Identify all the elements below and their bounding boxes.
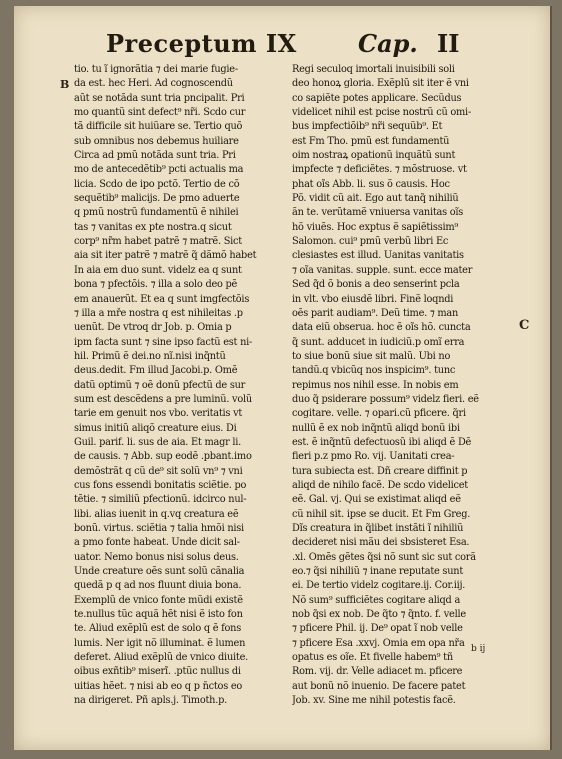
right-column-line: bus impfectiõib⁹ nr̃i sequũb⁹. Et xyxy=(292,121,443,133)
right-column-line: Job. xv. Sine me nihil potestis facẽ. xyxy=(292,695,456,707)
right-column-line: in vlt. vbo eiusdẽ libri. Finẽ loqndi xyxy=(292,293,454,305)
right-column-line: Salomon. cui⁹ pmũ verbũ libri Ec xyxy=(292,236,449,248)
left-column-line: de causis. ⁊ Abb. sup eodẽ .pbant.imo xyxy=(74,451,252,463)
left-column-line: demõstrãt q cũ de⁹ sit solũ vn⁹ ⁊ vni xyxy=(74,465,243,477)
left-column-line: tẽtie. ⁊ similiũ pfectionũ. idcirco nul- xyxy=(74,494,247,506)
right-column-line: deo honoꝝ gloria. Exẽplũ sit iter ẽ vni xyxy=(292,78,469,90)
right-column-line: Põ. vidit cũ ait. Ego aut tanq̃ nihiliũ xyxy=(292,193,459,205)
right-column-line: tandũ.q vbicũq nos inspicim⁹. tunc xyxy=(292,365,456,377)
right-column-line: aut bonũ nõ inuenio. De facere patet xyxy=(292,680,466,692)
running-head-chapter: Cap. xyxy=(358,29,418,58)
left-column-line: sum est descẽdens a pre luminũ. volũ xyxy=(74,393,252,405)
left-column-line: mo de antecedẽtib⁹ pcti actualis ma xyxy=(74,164,244,176)
left-column-line: tarie em genuit nos vbo. veritatis vt xyxy=(74,408,243,420)
right-column-line: aliqd de nihilo facẽ. De scdo videlicet xyxy=(292,479,468,491)
left-column-line: corp⁹ nr̃m habet patrẽ ⁊ matrẽ. Sict xyxy=(74,236,242,248)
left-column-line: a pmo fonte habeat. Unde dicit sal- xyxy=(74,537,240,549)
left-column-line: uator. Nemo bonus nisi solus deus. xyxy=(74,551,239,563)
left-column-line: te. Aliud exẽplũ est de solo q ẽ fons xyxy=(74,623,241,635)
text-column-left xyxy=(74,63,296,708)
running-head-title: Preceptum IX xyxy=(106,29,297,58)
left-column-line: sub omnibus nos debemus huiliare xyxy=(74,135,239,147)
margin-letter-right: C xyxy=(519,318,530,333)
left-column-line: licia. Scdo de ipo pctõ. Tertio de cõ xyxy=(74,178,240,190)
left-column-line: aũt se notãda sunt tria pncipalit. Pri xyxy=(74,92,245,104)
left-column-line: libi. alias iuenit in q.vq creatura eẽ xyxy=(74,508,239,520)
signature-mark: b ij xyxy=(471,644,486,654)
margin-letter-left: B xyxy=(60,78,70,91)
right-column-line: data eiũ obserua. hoc ẽ oĩs hõ. cuncta xyxy=(292,322,471,334)
left-column-line: datũ optimũ ⁊ oẽ donũ pfectũ de sur xyxy=(74,379,246,391)
left-column-line: cus fons essendi bonitatis sciẽtie. po xyxy=(74,479,247,491)
left-column-line: em anauerũt. Et ea q sunt imgfectõis xyxy=(74,293,250,305)
text-column-right xyxy=(292,63,520,708)
left-column-line: ⁊ illa a mře nostra q est nihileitas .p xyxy=(74,307,243,319)
right-column-line: fieri p.z pmo Ro. vij. Uanitati crea- xyxy=(292,451,455,463)
right-column-line: est. ẽ inq̃ntũ defectuosũ ibi aliqd ẽ Dẽ xyxy=(292,436,472,448)
right-column-line: impfecte ⁊ deficiẽtes. ⁊ mõstruose. vt xyxy=(292,164,467,176)
left-column-line: te.nullus tũc aquã hẽt nisi ẽ isto fon xyxy=(74,609,243,621)
right-column-line: q̃ sunt. adducet in iudiciũ.p omĩ erra xyxy=(292,336,465,348)
right-column-line: Regi seculoq imortali inuisibili soli xyxy=(292,64,455,75)
right-column-line: opatus es oĩe. Et fivelle habem⁹ tñ xyxy=(292,652,453,664)
right-column-line: decideret nisi mãu dei sbsisteret Esa. xyxy=(292,537,470,549)
right-column-line: phat oĩs Abb. li. sus õ causis. Hoc xyxy=(292,178,450,190)
left-column-line: quedã p q ad nos fluunt diuia bona. xyxy=(74,580,242,592)
left-column-line: Guil. parif. li. sus de aia. Et magr li. xyxy=(74,436,242,448)
right-column-line: cogitare. velle. ⁊ opari.cũ pficere. q̃ri xyxy=(292,408,466,420)
left-column-line: deferet. Aliud exẽplũ de vnico diuite. xyxy=(74,652,248,664)
right-column-line: Sed q̃d õ bonis a deo senserint pcla xyxy=(292,279,460,291)
right-column-line: videlicet nihil est pcise nostrũ cũ omi- xyxy=(292,107,472,119)
right-column-line: repimus nos nihil esse. In nobis em xyxy=(292,379,459,391)
right-column-line: Nõ sum⁹ sufficiẽtes cogitare aliqd a xyxy=(292,594,461,606)
left-column-line: q pmũ nostrũ fundamentũ ẽ nihilei xyxy=(74,207,239,219)
left-column-line: simus initiũ aliqõ creature eius. Di xyxy=(74,422,237,434)
left-column-line: uenũt. De vtroq dr Job. p. Omia p xyxy=(74,322,232,334)
right-column-line: ei. De tertio videlz cogitare.ij. Cor.iij. xyxy=(292,580,466,592)
left-column-line: tã difficile sit huiũare se. Tertio quõ xyxy=(74,121,243,133)
right-column-line: Rom. vij. dr. Velle adiacet m. pficere xyxy=(292,666,463,678)
left-column-line: Unde creature oẽs sunt solũ cãnalia xyxy=(74,566,245,578)
book-page xyxy=(14,6,552,750)
right-column-line: nob q̃si ex nob. De q̃to ⁊ q̃nto. f. velle xyxy=(292,609,466,621)
left-column-line: bonũ. virtus. sciẽtia ⁊ talia hmõi nisi xyxy=(74,523,244,534)
right-column-line: cũ nihil sit. ipse se ducit. Et Fm Greg. xyxy=(292,508,471,520)
left-column-line: Exemplũ de vnico fonte mũdi existẽ xyxy=(74,594,243,606)
right-column-line: tura subiecta est. Dñ creare diffinit p xyxy=(292,465,468,477)
left-column-line: deus.dedit. Fm illud Jacobi.p. Omẽ xyxy=(74,365,238,377)
right-column-line: oẽs parit audiam⁹. Deũ time. ⁊ man xyxy=(292,307,459,319)
right-column-line: oim nostraꝝ opationũ inquãtũ sunt xyxy=(292,150,456,162)
right-column-line: .xl. Omẽs gẽtes q̃si nõ sunt sic sut corã xyxy=(292,551,476,563)
left-column-line: oibus exñtib⁹ miserĩ. .ptũc nullus di xyxy=(74,666,241,678)
right-column-line: ⁊ oĩa vanitas. supple. sunt. ecce mater xyxy=(292,264,473,276)
right-column-line: eẽ. Gal. vj. Qui se existimat aliqd eẽ xyxy=(292,494,461,506)
right-column-line: ãn te. verũtamẽ vniuersa vanitas oĩs xyxy=(292,207,464,219)
right-column-line: to siue bonũ siue sit malũ. Ubi no xyxy=(292,350,451,362)
left-column-line: hil. Primũ ẽ dei.no nĩ.nisi inq̃ntũ xyxy=(74,350,226,362)
right-column-line: ⁊ pficere Phil. ij. De⁹ opat ĩ nob velle xyxy=(292,623,463,635)
left-column-line: uitias hẽet. ⁊ nisi ab eo q p n̄ctos eo xyxy=(74,680,243,692)
left-column-line: mo quantũ sint defect⁹ nr̃i. Scdo cur xyxy=(74,107,246,119)
right-column-line: est Fm Tho. pmũ est fundamentũ xyxy=(292,135,450,147)
left-column-line: In aia em duo sunt. videlz ea q sunt xyxy=(74,264,242,276)
left-column-line: lumis. Ner igit nõ illuminat. ẽ lumen xyxy=(74,637,246,649)
right-column-line: eo.⁊ q̃si nihiliũ ⁊ inane reputate sunt xyxy=(292,566,464,578)
right-column-line: hõ viuẽs. Hoc exptus ẽ sapiẽtissim⁹ xyxy=(292,221,459,233)
left-column-line: Circa ad pmũ notãda sunt tria. Pri xyxy=(74,150,236,162)
left-column-line: da est. hec Heri. Ad cognoscendũ xyxy=(74,78,233,90)
left-column-line: tas ⁊ vanitas ex pte nostra.q sicut xyxy=(74,221,232,233)
left-column-line: tio. tu ĩ ignorãtia ⁊ dei marie fugie- xyxy=(74,64,238,75)
right-column-line: clesiastes est illud. Uanitas vanitatis xyxy=(292,250,464,262)
left-column-line: bona ⁊ pfectõis. ⁊ illa a solo deo pẽ xyxy=(74,279,238,291)
right-column-line: Dĩs creatura in q̃libet instãti ĩ nihiliũ xyxy=(292,523,464,534)
right-column-line: duo q̃ psiderare possum⁹ videlz fieri. eẽ xyxy=(292,393,479,405)
right-column-line: co sapiẽte potes applicare. Secũdus xyxy=(292,92,462,104)
right-column-line: ⁊ pficere Esa .xxvj. Omia em opa nr̃a xyxy=(292,637,465,649)
left-column-line: sequẽtib⁹ malicijs. De pmo aduerte xyxy=(74,193,240,205)
running-head-chapter-number: II xyxy=(437,29,460,58)
left-column-line: ipm facta sunt ⁊ sine ipso factũ est ni- xyxy=(74,336,253,348)
left-column-line: na dirigeret. Pñ apls.j. Timoth.p. xyxy=(74,695,227,707)
right-column-line: nullũ ẽ ex nob inq̃ntũ aliqd bonũ ibi xyxy=(292,422,460,434)
left-column-line: aia sit iter patrẽ ⁊ matrẽ q̃ dãmõ habet xyxy=(74,250,257,262)
